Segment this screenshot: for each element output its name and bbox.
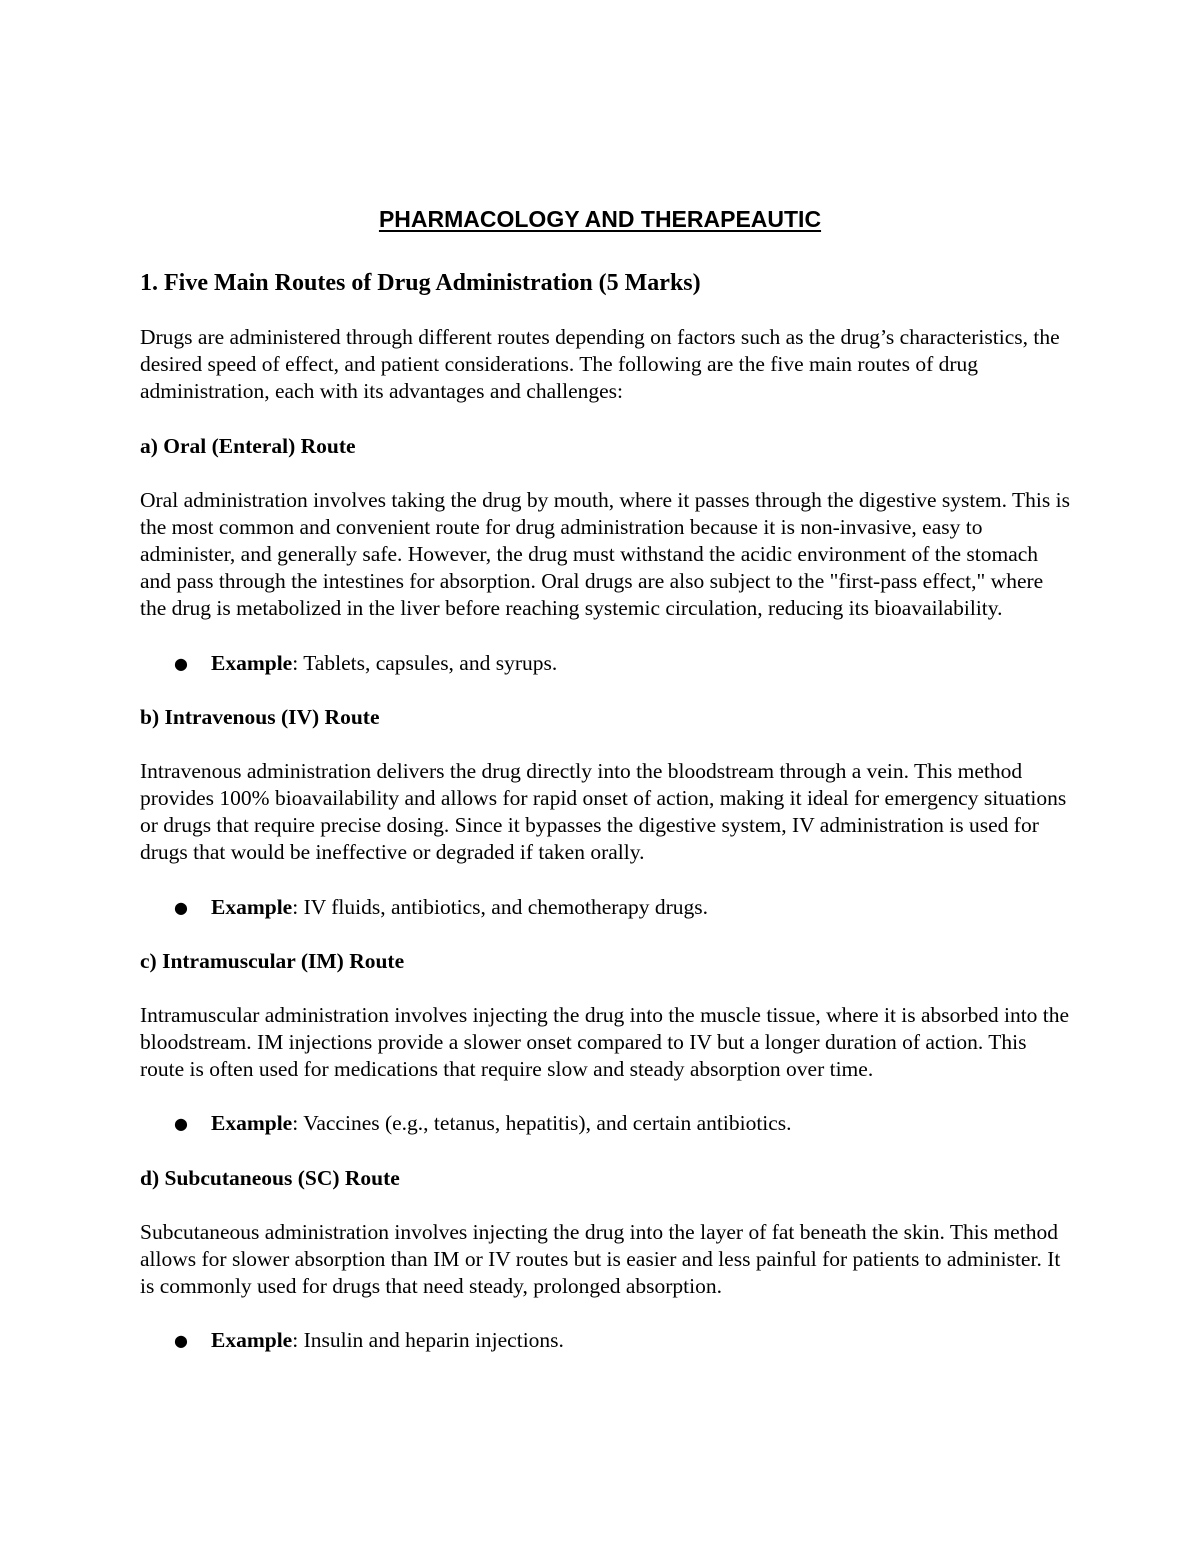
route-heading: a) Oral (Enteral) Route: [140, 433, 356, 458]
intro-paragraph: Drugs are administered through different routes depending on factors such as the drug’s characteristics, the desired speed of effect, and patient considerations. The following are the five main routes of drug administration, each with its advantages and challenges:: [140, 325, 1060, 404]
example-label: Example: [211, 1111, 293, 1136]
example-label: Example: [211, 650, 293, 675]
route-heading: d) Subcutaneous (SC) Route: [140, 1165, 400, 1190]
example-item: [140, 894, 1070, 921]
example-list: [140, 1110, 1070, 1137]
example-text: : Insulin and heparin injections.: [292, 1328, 564, 1353]
route-oral: [140, 433, 1070, 677]
bullet-icon: ●: [174, 1114, 188, 1134]
bullet-icon: ●: [174, 653, 188, 673]
route-intravenous: [140, 704, 1070, 921]
example-label: Example: [211, 894, 293, 919]
example-list: [140, 1327, 1070, 1354]
document-title: PHARMACOLOGY AND THERAPEAUTIC: [378, 206, 822, 232]
route-heading: b) Intravenous (IV) Route: [140, 704, 380, 729]
section-heading: 1. Five Main Routes of Drug Administration (5 Marks): [140, 270, 701, 296]
example-text: : Vaccines (e.g., tetanus, hepatitis), and certain antibiotics.: [292, 1111, 792, 1136]
route-heading: c) Intramuscular (IM) Route: [140, 948, 405, 973]
route-intramuscular: [140, 948, 1070, 1138]
example-item: [140, 1110, 1070, 1137]
example-label: Example: [211, 1328, 293, 1353]
example-text: : IV fluids, antibiotics, and chemotherapy drugs.: [292, 894, 709, 919]
example-text: : Tablets, capsules, and syrups.: [292, 650, 558, 675]
bullet-icon: ●: [174, 897, 188, 917]
route-subcutaneous: [140, 1165, 1070, 1355]
route-description: Subcutaneous administration involves injecting the drug into the layer of fat beneath the skin. This method allows for slower absorption than IM or IV routes but is easier and less painful for patients to administer. It is commonly used for drugs that need steady, prolonged absorption.: [140, 1219, 1061, 1299]
example-list: [140, 894, 1070, 921]
route-description: Intravenous administration delivers the drug directly into the bloodstream through a vein. This method provides 100% bioavailability and allows for rapid onset of action, making it ideal for emergency situations or drugs that require precise dosing. Since it bypasses the digestive system, IV administration is used for drugs that would be ineffective or degraded if taken orally.: [140, 758, 1067, 865]
example-list: [140, 650, 1070, 677]
example-item: [140, 650, 1070, 677]
example-item: [140, 1327, 1070, 1354]
bullet-icon: ●: [174, 1331, 188, 1351]
route-description: Intramuscular administration involves injecting the drug into the muscle tissue, where it is absorbed into the bloodstream. IM injections provide a slower onset compared to IV but a longer duration of action. This route is often used for medications that require slow and steady absorption over time.: [140, 1002, 1070, 1082]
document-body: [140, 268, 1070, 1381]
route-description: Oral administration involves taking the drug by mouth, where it passes through the digestive system. This is the most common and convenient route for drug administration because it is non-invasive, easy to administer, and generally safe. However, the drug must withstand the acidic environment of the stomach and pass through the intestines for absorption. Oral drugs are also subject to the "first-pass effect," where the drug is metabolized in the liver before reaching systemic circulation, reducing its bioavailability.: [140, 487, 1070, 621]
